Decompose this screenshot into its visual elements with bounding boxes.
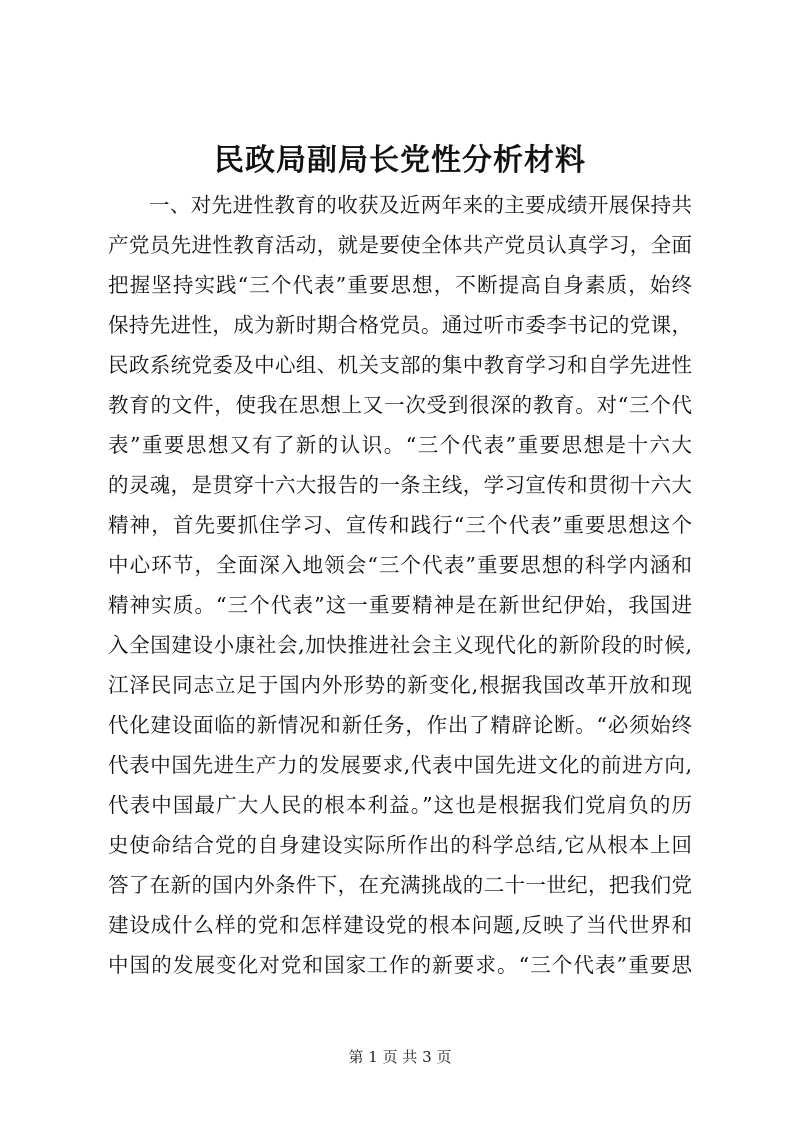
body-line: 代表中国最广大人民的根本利益。”这也是根据我们党肩负的历: [108, 793, 692, 817]
body-line: 教育的文件，使我在思想上又一次受到很深的教育。对“三个代: [108, 393, 692, 417]
body-line: 精神实质。“三个代表”这一重要精神是在新世纪伊始，我国进: [108, 593, 692, 617]
page-footer: 第 1 页 共 3 页: [348, 1048, 452, 1066]
body-line: 代表中国先进生产力的发展要求,代表中国先进文化的前进方向,: [108, 753, 692, 777]
body-line: 保持先进性，成为新时期合格党员。通过听市委李书记的党课，: [108, 313, 692, 337]
body-line: 把握坚持实践“三个代表”重要思想，不断提高自身素质，始终: [108, 273, 692, 297]
body-line: 入全国建设小康社会,加快推进社会主义现代化的新阶段的时候,: [108, 633, 692, 657]
body-line: 史使命结合党的自身建设实际所作出的科学总结,它从根本上回: [108, 833, 692, 857]
body-line: 代化建设面临的新情况和新任务，作出了精辟论断。“必须始终: [108, 713, 692, 737]
body-line: 精神，首先要抓住学习、宣传和践行“三个代表”重要思想这个: [108, 513, 692, 537]
document-title: 民政局副局长党性分析材料: [214, 143, 586, 178]
body-line: 产党员先进性教育活动，就是要使全体共产党员认真学习，全面: [108, 233, 692, 257]
body-line: 中心环节，全面深入地领会“三个代表”重要思想的科学内涵和: [108, 553, 692, 577]
body-line: 的灵魂，是贯穿十六大报告的一条主线，学习宣传和贯彻十六大: [108, 473, 692, 497]
body-line: 民政系统党委及中心组、机关支部的集中教育学习和自学先进性: [108, 353, 692, 377]
body-line: 江泽民同志立足于国内外形势的新变化,根据我国改革开放和现: [108, 673, 692, 697]
body-line: 中国的发展变化对党和国家工作的新要求。“三个代表”重要思: [108, 953, 692, 977]
body-line: 一、对先进性教育的收获及近两年来的主要成绩开展保持共: [149, 193, 692, 217]
document-body: [108, 185, 692, 985]
body-line: 建设成什么样的党和怎样建设党的根本问题,反映了当代世界和: [108, 913, 692, 937]
body-line: 答了在新的国内外条件下，在充满挑战的二十一世纪，把我们党: [108, 873, 692, 897]
body-line: 表”重要思想又有了新的认识。“三个代表”重要思想是十六大: [108, 433, 692, 457]
